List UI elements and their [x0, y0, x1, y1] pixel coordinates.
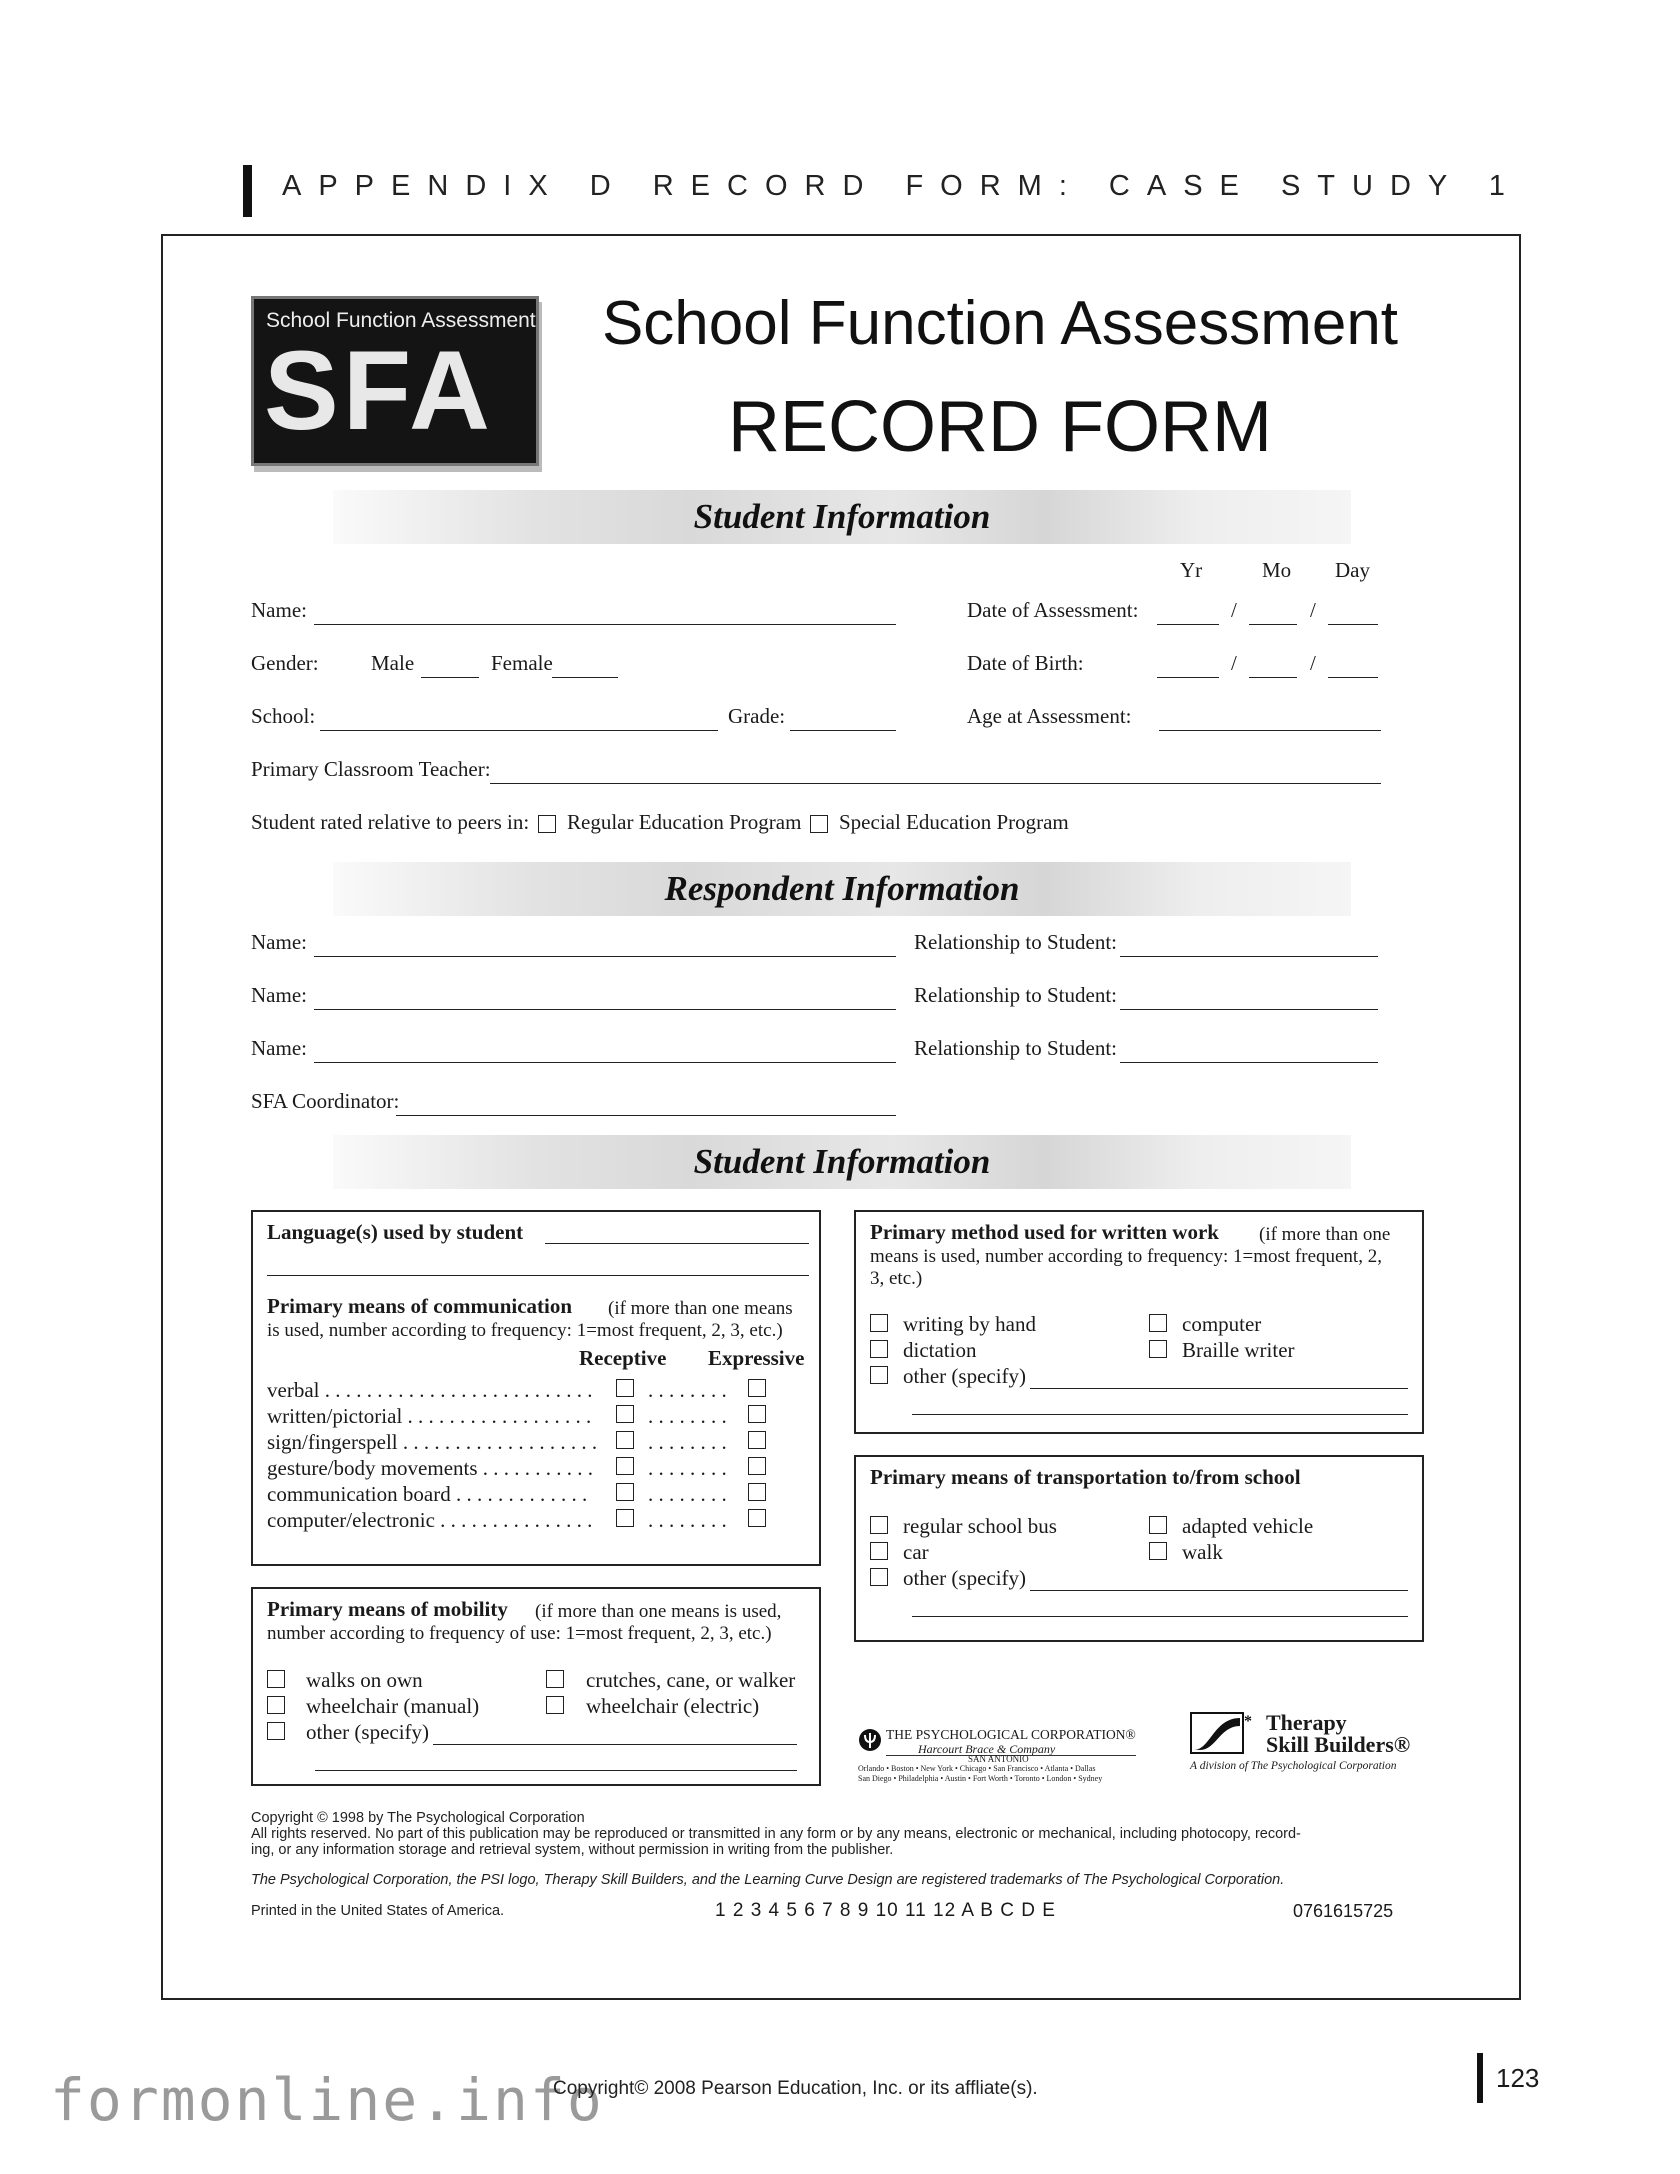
written-note-1: (if more than one	[1259, 1224, 1391, 1245]
student-info-heading: Student Information	[693, 497, 991, 536]
dob-yr-field[interactable]	[1157, 677, 1219, 678]
mobility-other-checkbox[interactable]	[267, 1722, 285, 1740]
mobility-title: Primary means of mobility	[267, 1597, 508, 1621]
dob-mo-field[interactable]	[1249, 677, 1297, 678]
transport-other-field-2[interactable]	[912, 1616, 1408, 1617]
dot-leader: . . . . . . . .	[648, 1378, 727, 1402]
respondent-name-field-3[interactable]	[314, 1062, 896, 1063]
logo-subtitle: School Function Assessment	[266, 309, 536, 332]
psi-logo-icon	[858, 1728, 882, 1752]
language-label: Language(s) used by student	[267, 1220, 524, 1244]
student-info-banner	[333, 490, 1351, 544]
mobility-note-2: number according to frequency of use: 1=most frequent, 2, 3, etc.)	[267, 1623, 772, 1644]
assessment-mo-field[interactable]	[1249, 624, 1297, 625]
mobility-other-field-1[interactable]	[433, 1744, 797, 1745]
student-name-label: Name:	[251, 598, 307, 622]
communication-note-2: is used, number according to frequency: 1=most frequent, 2, 3, etc.)	[267, 1320, 783, 1341]
special-education-checkbox[interactable]	[810, 815, 828, 833]
regular-education-checkbox[interactable]	[538, 815, 556, 833]
coordinator-label: SFA Coordinator:	[251, 1089, 400, 1113]
assessment-day-field[interactable]	[1328, 624, 1378, 625]
comm-row-label: communication board . . . . . . . . . . . . .	[267, 1482, 588, 1506]
copyright-line-3: ing, or any information storage and retrieval system, without permission in writing from the publisher.	[251, 1842, 894, 1858]
student-info-heading-2: Student Information	[693, 1142, 991, 1181]
walks-checkbox[interactable]	[267, 1670, 285, 1688]
respondent-name-label: Name:	[251, 1036, 307, 1060]
written-title: Primary method used for written work	[870, 1220, 1219, 1244]
student-name-field[interactable]	[314, 624, 896, 625]
computer-expressive-checkbox[interactable]	[748, 1509, 766, 1527]
comm-row-label: gesture/body movements . . . . . . . . . . .	[267, 1456, 594, 1480]
writing-by-hand-label: writing by hand	[903, 1312, 1036, 1336]
wheelchair-electric-label: wheelchair (electric)	[586, 1694, 760, 1718]
communication-title: Primary means of communication	[267, 1294, 573, 1318]
respondent-name-label: Name:	[251, 930, 307, 954]
written-other-field-2[interactable]	[912, 1414, 1408, 1415]
form-title: School Function Assessment	[601, 289, 1399, 358]
crutches-checkbox[interactable]	[546, 1670, 564, 1688]
coordinator-field[interactable]	[396, 1115, 896, 1116]
cities-line-1: Orlando • Boston • New York • Chicago • San Francisco • Atlanta • Dallas	[858, 1764, 1096, 1773]
copyright-line-1: Copyright © 1998 by The Psychological Corporation	[251, 1810, 585, 1826]
dictation-checkbox[interactable]	[870, 1340, 888, 1358]
transportation-box	[854, 1455, 1424, 1642]
board-expressive-checkbox[interactable]	[748, 1483, 766, 1501]
appendix-title: APPENDIX D RECORD FORM: CASE STUDY 1	[282, 170, 1522, 202]
grade-label: Grade:	[728, 704, 786, 728]
car-label: car	[903, 1540, 929, 1564]
mobility-note-1: (if more than one means is used,	[535, 1601, 782, 1622]
school-label: School:	[251, 704, 316, 728]
wheelchair-electric-checkbox[interactable]	[546, 1696, 564, 1714]
male-label: Male	[371, 651, 415, 675]
written-note-2: means is used, number according to frequency: 1=most frequent, 2,	[870, 1246, 1382, 1267]
grade-field[interactable]	[790, 730, 896, 731]
respondent-name-field-1[interactable]	[314, 956, 896, 957]
page-number: 123	[1496, 2063, 1540, 2093]
therapy-skill-builders-logo	[1190, 1710, 1430, 1780]
relationship-label: Relationship to Student:	[914, 930, 1117, 954]
computer-receptive-checkbox[interactable]	[616, 1509, 634, 1527]
dictation-label: dictation	[903, 1338, 977, 1362]
print-run: 1 2 3 4 5 6 7 8 9 10 11 12 A B C D E	[715, 1900, 1056, 1921]
psych-corp-logo	[858, 1726, 1148, 1786]
board-receptive-checkbox[interactable]	[616, 1483, 634, 1501]
watermark: formonline.info	[50, 2066, 604, 2134]
walks-label: walks on own	[306, 1668, 423, 1692]
dot-leader: . . . . . . . .	[648, 1508, 727, 1532]
date-assessment-label: Date of Assessment:	[967, 598, 1139, 622]
mobility-other-field-2[interactable]	[315, 1770, 797, 1771]
verbal-receptive-checkbox[interactable]	[616, 1379, 634, 1397]
age-field[interactable]	[1159, 730, 1381, 731]
relationship-field-2[interactable]	[1120, 1009, 1378, 1010]
copyright-line-2: All rights reserved. No part of this publication may be reproduced or transmitted in any form or by any means, electronic or mechanical, including photocopy, record-	[251, 1826, 1301, 1842]
transport-other-checkbox[interactable]	[870, 1568, 888, 1586]
comm-row-label: sign/fingerspell . . . . . . . . . . . . . . . . . . .	[267, 1430, 598, 1454]
written-work-box	[854, 1210, 1424, 1434]
sign-expressive-checkbox[interactable]	[748, 1431, 766, 1449]
school-bus-checkbox[interactable]	[870, 1516, 888, 1534]
communication-note-1: (if more than one means	[608, 1298, 793, 1319]
written-other-field-1[interactable]	[1030, 1388, 1408, 1389]
special-education-label: Special Education Program	[839, 810, 1069, 834]
slash: /	[1310, 598, 1316, 622]
regular-education-label: Regular Education Program	[567, 810, 802, 834]
dot-leader: . . . . . . . .	[648, 1404, 727, 1428]
adapted-vehicle-checkbox[interactable]	[1149, 1516, 1167, 1534]
written-note-3: 3, etc.)	[870, 1268, 923, 1289]
female-label: Female	[491, 651, 553, 675]
relationship-label: Relationship to Student:	[914, 983, 1117, 1007]
gender-label: Gender:	[251, 651, 319, 675]
computer-label: computer	[1182, 1312, 1262, 1336]
wheelchair-manual-label: wheelchair (manual)	[306, 1694, 480, 1718]
written-receptive-checkbox[interactable]	[616, 1405, 634, 1423]
respondent-info-banner	[333, 862, 1351, 916]
relationship-field-1[interactable]	[1120, 956, 1378, 957]
wheelchair-manual-checkbox[interactable]	[267, 1696, 285, 1714]
slash: /	[1310, 651, 1316, 675]
school-field[interactable]	[320, 730, 718, 731]
respondent-info-heading: Respondent Information	[664, 869, 1020, 908]
logo-abbr: SFA	[264, 328, 494, 453]
walk-checkbox[interactable]	[1149, 1542, 1167, 1560]
assessment-yr-field[interactable]	[1157, 624, 1219, 625]
transport-other-label: other (specify)	[903, 1566, 1027, 1590]
slash: /	[1231, 651, 1237, 675]
sign-receptive-checkbox[interactable]	[616, 1431, 634, 1449]
braille-checkbox[interactable]	[1149, 1340, 1167, 1358]
comm-row-label: written/pictorial . . . . . . . . . . . . . . . . . .	[267, 1404, 592, 1428]
gesture-expressive-checkbox[interactable]	[748, 1457, 766, 1475]
comm-row-label: computer/electronic . . . . . . . . . . . . . . .	[267, 1508, 593, 1532]
computer-checkbox[interactable]	[1149, 1314, 1167, 1332]
form-subtitle: RECORD FORM	[728, 387, 1272, 467]
expressive-header: Expressive	[708, 1346, 805, 1370]
footer-copyright: Copyright© 2008 Pearson Education, Inc. or its affliate(s).	[553, 2078, 1038, 2099]
teacher-field[interactable]	[490, 783, 1381, 784]
transport-title: Primary means of transportation to/from school	[870, 1465, 1301, 1489]
receptive-header: Receptive	[579, 1346, 667, 1370]
dot-leader: . . . . . . . .	[648, 1482, 727, 1506]
gesture-receptive-checkbox[interactable]	[616, 1457, 634, 1475]
written-other-checkbox[interactable]	[870, 1366, 888, 1384]
therapy-line-1: Therapy	[1266, 1710, 1347, 1735]
walk-label: walk	[1182, 1540, 1223, 1564]
relationship-field-3[interactable]	[1120, 1062, 1378, 1063]
female-field[interactable]	[552, 677, 618, 678]
printed-line: Printed in the United States of America.	[251, 1903, 505, 1919]
school-bus-label: regular school bus	[903, 1514, 1057, 1538]
crutches-label: crutches, cane, or walker	[586, 1668, 796, 1692]
header-bar	[243, 165, 252, 217]
car-checkbox[interactable]	[870, 1542, 888, 1560]
communication-box	[251, 1210, 821, 1566]
dob-day-field[interactable]	[1328, 677, 1378, 678]
language-field-1[interactable]	[545, 1243, 809, 1244]
adapted-vehicle-label: adapted vehicle	[1182, 1514, 1314, 1538]
written-expressive-checkbox[interactable]	[748, 1405, 766, 1423]
language-field-2[interactable]	[267, 1275, 809, 1276]
isbn: 0761615725	[1293, 1901, 1394, 1921]
col-mo: Mo	[1262, 558, 1292, 582]
learning-curve-icon	[1190, 1712, 1256, 1754]
male-field[interactable]	[421, 677, 479, 678]
written-other-label: other (specify)	[903, 1364, 1027, 1388]
writing-by-hand-checkbox[interactable]	[870, 1314, 888, 1332]
san-antonio: SAN ANTONIO	[968, 1754, 1029, 1764]
comm-row-label: verbal . . . . . . . . . . . . . . . . . . . . . . . . . .	[267, 1378, 593, 1402]
slash: /	[1231, 598, 1237, 622]
mobility-other-label: other (specify)	[306, 1720, 430, 1744]
verbal-expressive-checkbox[interactable]	[748, 1379, 766, 1397]
trademark-line: The Psychological Corporation, the PSI logo, Therapy Skill Builders, and the Learning Curve Design are registered trademarks of The Psychological Corporation.	[251, 1872, 1285, 1888]
student-info-banner-2	[333, 1135, 1351, 1189]
age-label: Age at Assessment:	[967, 704, 1132, 728]
therapy-division: A division of The Psychological Corporation	[1190, 1760, 1397, 1772]
sfa-logo	[251, 296, 539, 466]
teacher-label: Primary Classroom Teacher:	[251, 757, 491, 781]
dot-leader: . . . . . . . .	[648, 1456, 727, 1480]
mobility-box	[251, 1587, 821, 1786]
braille-label: Braille writer	[1182, 1338, 1295, 1362]
page-number-bar	[1477, 2053, 1483, 2103]
relationship-label: Relationship to Student:	[914, 1036, 1117, 1060]
harcourt-name: Harcourt Brace & Company	[918, 1742, 1056, 1756]
psych-corp-name: THE PSYCHOLOGICAL CORPORATION®	[886, 1727, 1136, 1742]
dob-label: Date of Birth:	[967, 651, 1084, 675]
transport-other-field-1[interactable]	[1030, 1590, 1408, 1591]
rated-label: Student rated relative to peers in:	[251, 810, 530, 834]
therapy-line-2: Skill Builders®	[1266, 1732, 1411, 1757]
respondent-name-field-2[interactable]	[314, 1009, 896, 1010]
respondent-name-label: Name:	[251, 983, 307, 1007]
dot-leader: . . . . . . . .	[648, 1430, 727, 1454]
col-yr: Yr	[1180, 558, 1203, 582]
col-day: Day	[1335, 558, 1370, 582]
svg-text:*: *	[1244, 1713, 1252, 1730]
cities-line-2: San Diego • Philadelphia • Austin • Fort Worth • Toronto • London • Sydney	[858, 1774, 1103, 1783]
